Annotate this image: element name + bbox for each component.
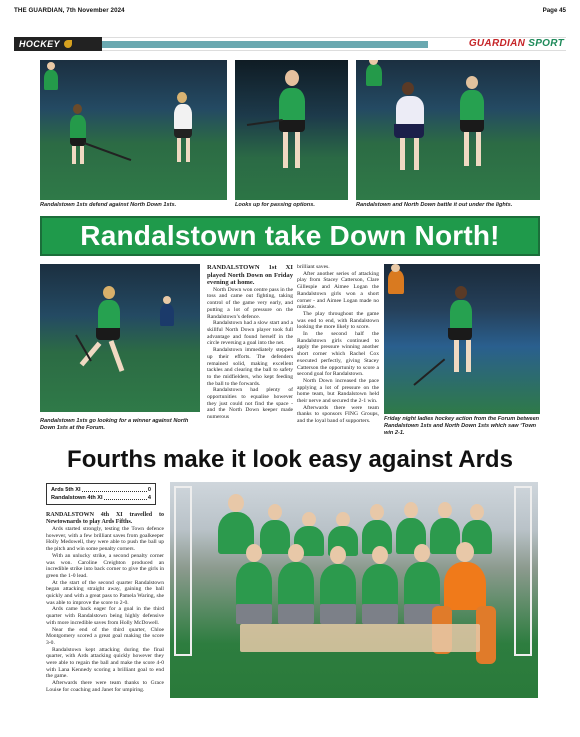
photo-winner	[40, 264, 200, 412]
story1-paragraph: Randalstown immediately stepped up their efforts. The defenders remained solid, making excellent tackles and clearing the ball to safety to the midfielders, who kept feeding the ball to the forwards.	[207, 347, 293, 387]
score-team: Ards 5th XI	[51, 487, 81, 493]
photo-defend	[40, 60, 227, 200]
story1-paragraph: Randalstown had a slow start and a skillful North Down player took full advantage and found herself in the circle reversing a goal into the net.	[207, 320, 293, 347]
section-label: HOCKEY	[19, 39, 60, 49]
story1-paragraph: Randalstown had plenty of opportunities to equalise however they just could not find the space - and the North Down keeper made numerous	[207, 387, 293, 421]
story1-paragraph: In the second half the Randalstown girls continued to apply the pressure winning another short corner which Rachel Cox executed perfectly, giving Stacey Catterson the opportunity to score a second goal for Randalstown.	[297, 331, 379, 378]
brand-logo	[469, 38, 564, 49]
caption-photo5: Friday night ladies hockey action from the Forum between Randalstown 1sts and North Down 1sts which saw ‘Town win 2-1.	[384, 416, 540, 436]
story2-paragraph: Ards started strongly, testing the Town defence however, with a few brilliant saves from goalkeeper Holly Medowell, they were able to push the ball up the pitch and win some penalty corners.	[46, 526, 164, 553]
story1-column-2	[297, 264, 379, 425]
story1-column-1	[207, 264, 293, 421]
story1-paragraph: brilliant saves.	[297, 264, 330, 270]
page-number: Page 45	[542, 7, 566, 14]
hockey-stick-icon	[64, 40, 72, 48]
headline-main: Randalstown take Down North!	[80, 220, 500, 251]
story2-paragraph: Near the end of the third quarter, Chloe Montgomery scored a great goal making the score 3-0.	[46, 626, 164, 646]
headline-banner	[40, 216, 540, 256]
photo-team	[170, 482, 538, 698]
caption-photo4: Randalstown 1sts go looking for a winner against North Down 1sts at the Forum.	[40, 418, 189, 431]
headline-secondary: Fourths make it look easy against Ards	[67, 446, 513, 473]
score-row	[51, 494, 151, 502]
story1-paragraph: North Down increased the pace applying a lot of pressure on the home team, but Randalstown held their nerve and secured the 2-1 win.	[297, 377, 379, 405]
caption-photo2: Looks up for passing options.	[235, 202, 315, 208]
score-value: 0	[147, 487, 151, 493]
photo-passing	[235, 60, 348, 200]
score-box	[46, 483, 156, 505]
story2-lead: RANDALSTOWN 4th XI travelled to Newtownards to play Ards Fifths.	[46, 512, 164, 525]
photo-friday-night	[384, 264, 540, 414]
score-row	[51, 486, 151, 494]
score-value: 4	[147, 495, 151, 501]
story2-paragraph: At the start of the second quarter Randalstown began attacking straight away, gaining the ball quickly and with a great pass to Pamela Waring, she was able to improve the score to 2-0.	[46, 579, 164, 606]
photo-battle	[356, 60, 540, 200]
story2-paragraph: Ards came back eager for a goal in the third quarter with Randalstown being highly defensive with more incredible saves from Holly McDowell.	[46, 606, 164, 626]
story2-paragraph: Randalstown kept attacking during the final quarter, with Ards attacking quickly however they were able to regain the ball and make the score 4-0 with Lana Kennedy scoring a brilliant goal to end the game.	[46, 646, 164, 680]
score-team: Randalstown 4th XI	[51, 495, 103, 501]
story1-paragraph: After another series of attacking play from Stacey Catterson, Clare Gillespie and Aimee Logan the Randalstown girls won a short corner - and Aimee Logan made no mistake.	[297, 270, 379, 311]
brand-right: SPORT	[528, 38, 564, 49]
caption-photo3: Randalstown and North Down battle it out under the lights.	[356, 202, 513, 208]
story1-lead: RANDALSTOWN 1st XI played North Down on Friday evening at home.	[207, 264, 293, 287]
story2-paragraph: With an unlucky strike, a second penalty corner was won. Caroline Creighton produced an incredible strike into back corner to give the girls in green the 1-0 lead.	[46, 552, 164, 579]
story2-paragraph: Afterwards there were team thanks to Grace Louise for coaching and Janet for umpiring.	[46, 680, 164, 693]
story1-paragraph: Afterwards there were team thanks to sponsors FING Groups, and the loyal band of supporters.	[297, 404, 379, 425]
section-rule	[102, 41, 428, 48]
story1-paragraph: The play throughout the game was end to end, with Randalstown looking the more likely to score.	[297, 310, 379, 331]
section-tab	[14, 37, 102, 51]
publication-line: THE GUARDIAN, 7th November 2024	[14, 7, 125, 14]
caption-photo1: Randalstown 1sts defend against North Down 1sts.	[40, 202, 177, 208]
story2-column	[46, 512, 164, 694]
brand-left: GUARDIAN	[468, 38, 526, 49]
story1-paragraph: North Down won centre pass in the toss and came out fighting, taking control of the game very early, and putting a lot of pressure on the Randalstown’s defence.	[207, 286, 293, 320]
